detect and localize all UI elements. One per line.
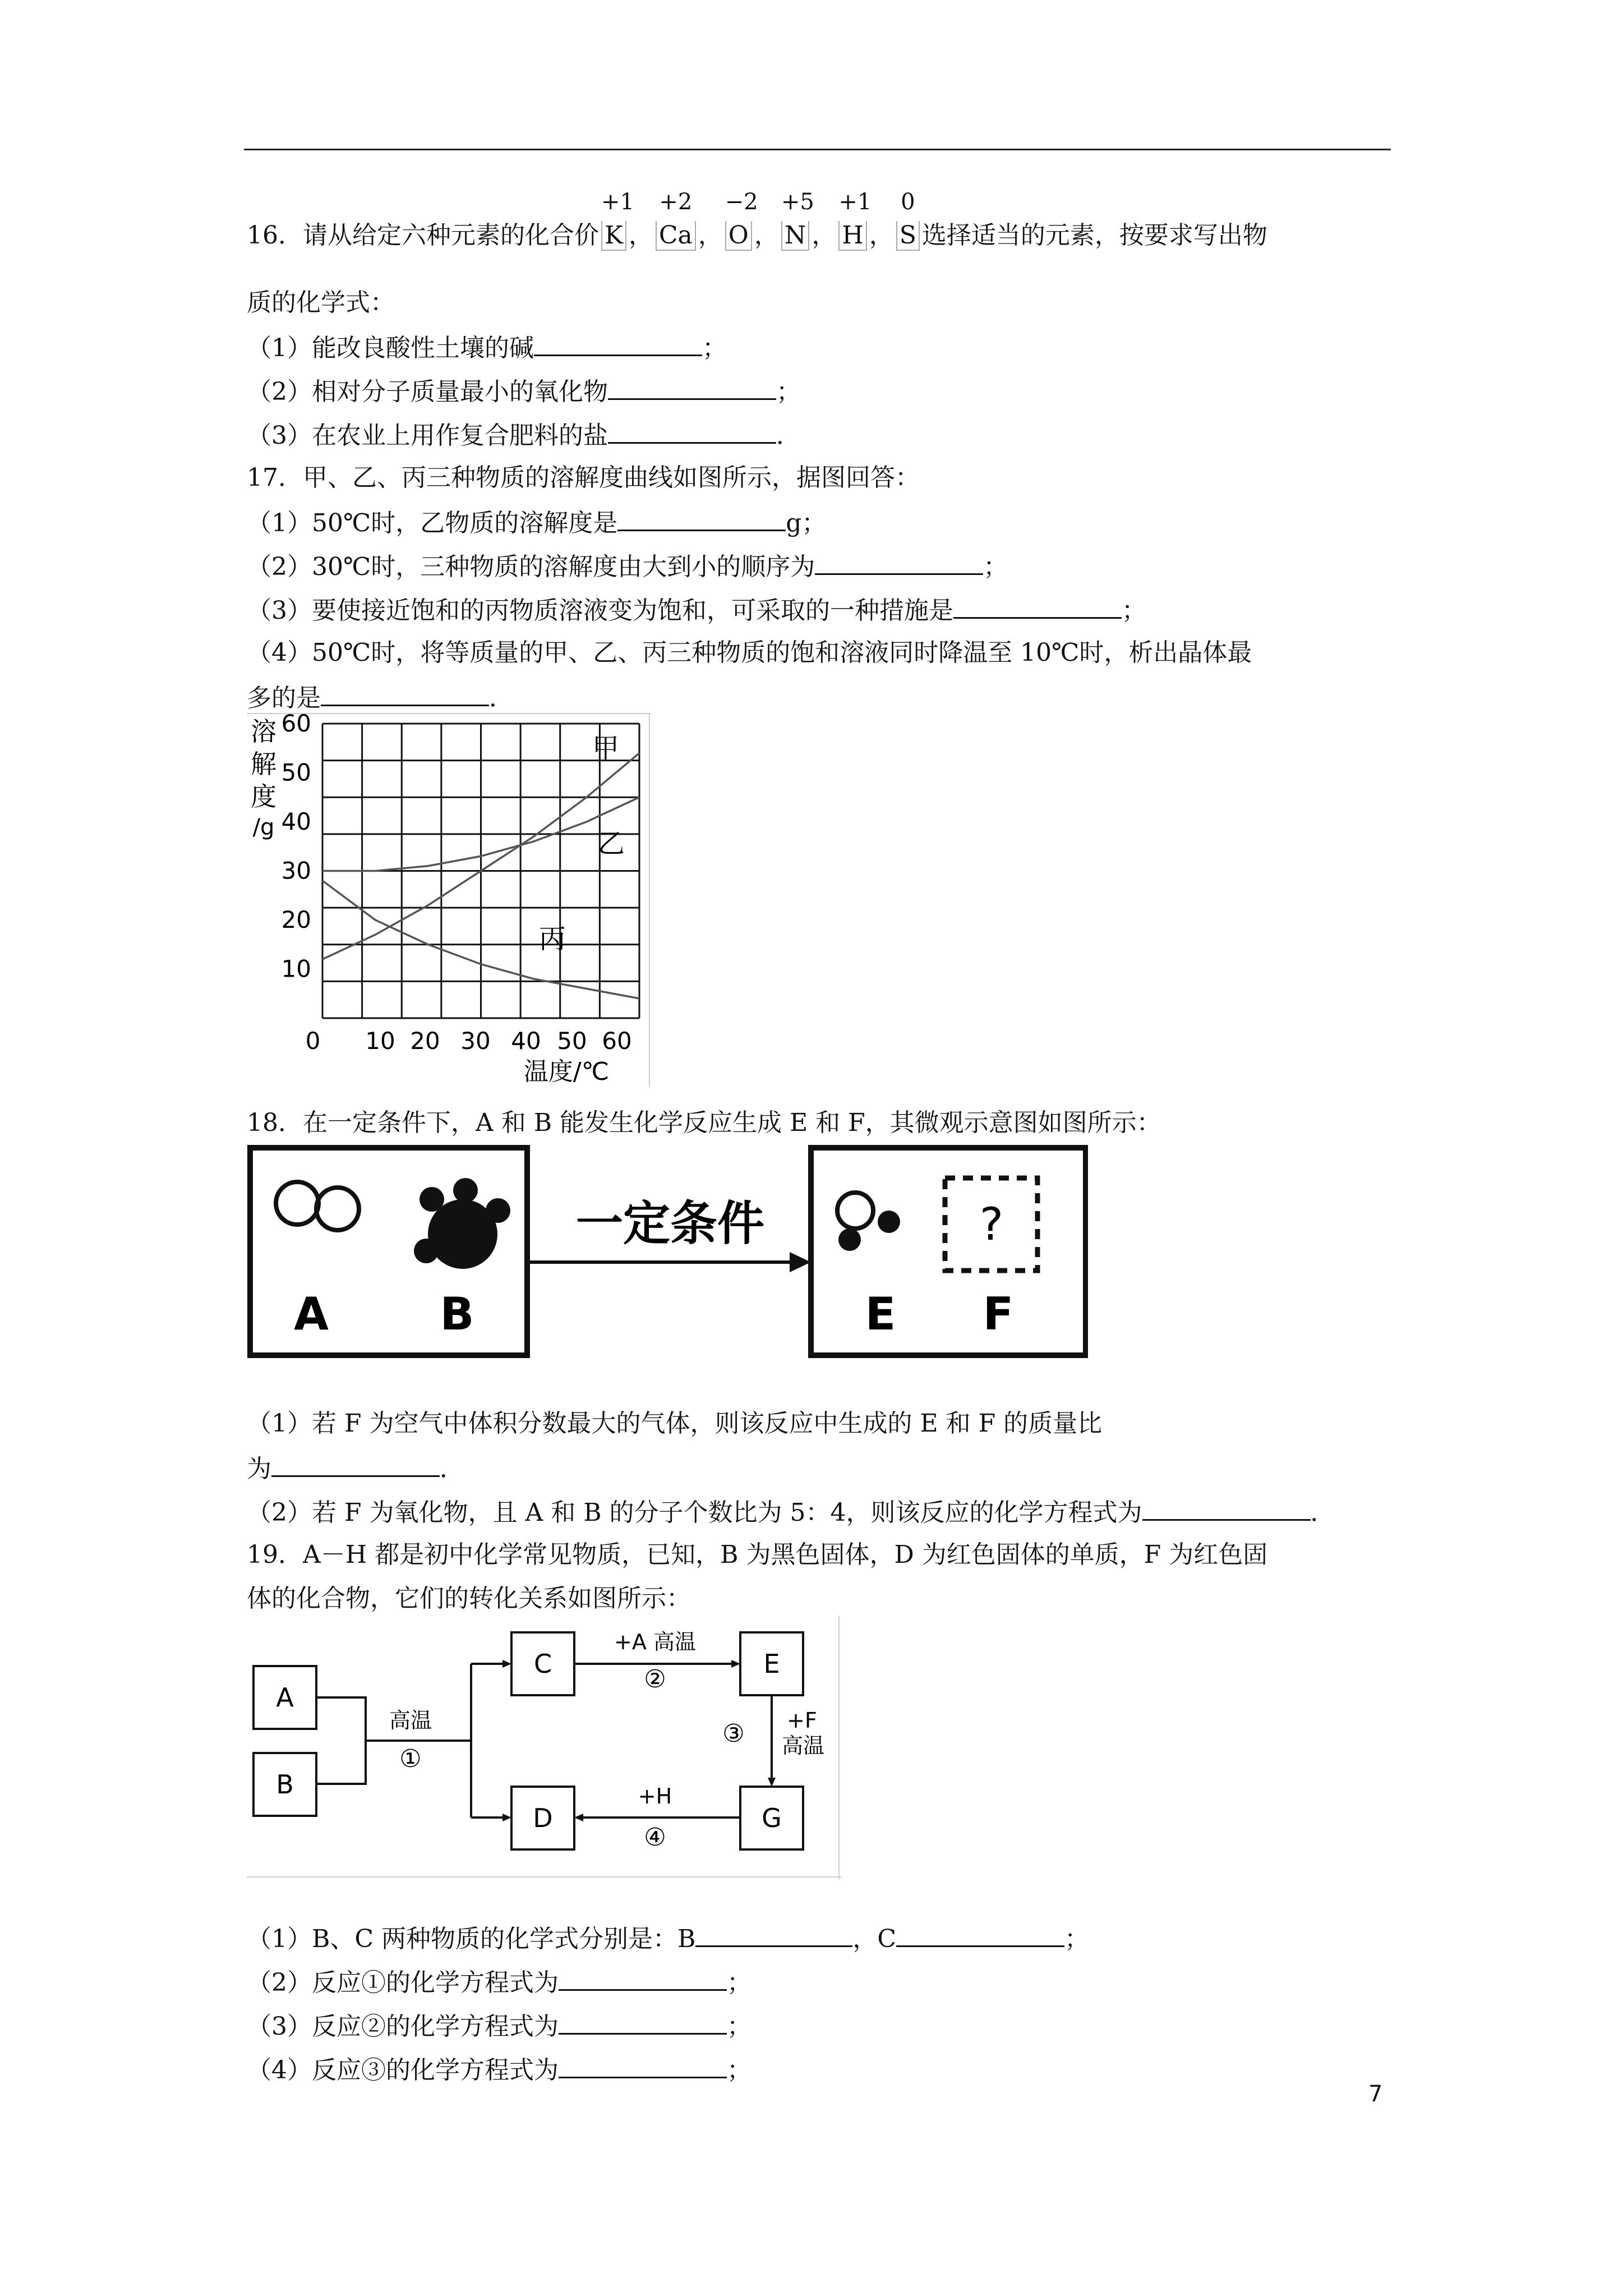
x-axis-label: 温度/℃ <box>523 1057 610 1086</box>
answer-blank[interactable] <box>559 1964 727 1991</box>
answer-blank[interactable] <box>617 505 786 531</box>
y-axis-label <box>251 716 276 840</box>
node-g: G <box>762 1803 782 1833</box>
unknown-mark: ? <box>979 1198 1004 1250</box>
node-d: D <box>533 1803 553 1833</box>
reaction4-condition: +H <box>638 1784 672 1809</box>
x-tick-label: 0 <box>305 1027 321 1055</box>
q19-item2: （2）反应①的化学方程式为 ； <box>247 1964 751 2000</box>
answer-blank[interactable] <box>815 549 983 575</box>
answer-blank[interactable] <box>559 2008 727 2035</box>
node-e: E <box>763 1649 780 1679</box>
reaction1-condition: 高温 <box>389 1708 432 1733</box>
q17-item1: （1）50℃时，乙物质的溶解度是 g； <box>247 505 826 540</box>
q17-item3: （3）要使接近饱和的丙物质溶液变为饱和，可采取的一种措施是 ； <box>247 592 1146 628</box>
series-name-label: 丙 <box>538 923 566 955</box>
q18-item1: （1）若 F 为空气中体积分数最大的气体，则该反应中生成的 E 和 F 的质量比 <box>247 1409 1103 1438</box>
x-tick-label: 10 <box>365 1027 395 1055</box>
node-a: A <box>276 1682 294 1713</box>
x-tick-label: 20 <box>410 1027 440 1055</box>
reaction3-condition-2: 高温 <box>781 1733 825 1758</box>
valence-n: +5 N <box>781 189 814 250</box>
q16-item1: （1）能改良酸性土壤的碱 ； <box>247 330 727 365</box>
y-tick-label: 60 <box>281 712 311 737</box>
q16-item2: （2）相对分子质量最小的氧化物 ； <box>247 374 801 409</box>
reaction2-number: ② <box>644 1665 666 1694</box>
q18-stem: 18．在一定条件下，A 和 B 能发生化学反应生成 E 和 F，其微观示意图如图所示： <box>247 1108 1161 1137</box>
q16-line2: 质的化学式： <box>247 288 395 317</box>
q18-item2: （2）若 F 为氧化物，且 A 和 B 的分子个数比为 5：4，则该反应的化学方程式为 ． <box>247 1494 1335 1530</box>
valence-ca: +2 Ca <box>656 219 696 252</box>
answer-blank[interactable] <box>953 592 1122 619</box>
valence-k: +1 K <box>601 189 634 250</box>
q18-item1-line2: 为 ． <box>247 1451 464 1486</box>
valence-h: +1 H <box>838 189 872 250</box>
series-name-label: 乙 <box>597 828 625 859</box>
y-tick-label: 20 <box>281 906 311 933</box>
q17-item4: （4）50℃时，将等质量的甲、乙、丙三种物质的饱和溶液同时降温至 10℃时，析出晶体最 <box>247 638 1252 667</box>
answer-blank-c[interactable] <box>896 1921 1064 1947</box>
valence-s: 0 S <box>896 219 920 252</box>
y-tick-label: 40 <box>281 808 311 835</box>
q19-item4: （4）反应③的化学方程式为 ； <box>247 2052 751 2087</box>
molecule-a-icon <box>276 1182 359 1230</box>
label-e: E <box>865 1288 896 1340</box>
q19-stem1: 19．A－H 都是初中化学常见物质，已知，B 为黑色固体，D 为红色固体的单质，F 为红色固 <box>247 1540 1268 1569</box>
q17-item4-line2: 多的是 ． <box>247 680 514 715</box>
molecule-e-icon <box>837 1193 900 1251</box>
x-tick-label: 40 <box>511 1027 541 1055</box>
svg-text:解: 解 <box>251 749 276 779</box>
page-number: 7 <box>1368 2081 1383 2107</box>
q19-stem2: 体的化合物，它们的转化关系如图所示： <box>247 1584 691 1613</box>
svg-text:度: 度 <box>251 781 276 812</box>
answer-blank[interactable] <box>321 680 489 706</box>
svg-text:/g: /g <box>252 815 275 840</box>
y-tick-label: 10 <box>281 955 311 983</box>
valence-o: −2 O <box>725 189 758 250</box>
answer-blank[interactable] <box>559 2052 727 2078</box>
node-c: C <box>533 1649 552 1679</box>
reaction3-condition-1: +F <box>787 1708 817 1733</box>
answer-blank[interactable] <box>608 374 776 400</box>
q16-stem: 16．请从给定六种元素的化合价 +1 K ， +2 Ca ， −2 O ， +5 N ， +1 H ， 0 S 选择适当的元素，按要求写出物 <box>247 219 1267 252</box>
answer-blank[interactable] <box>608 417 776 444</box>
q19-item1: （1）B、C 两种物质的化学式分别是：B ，C ； <box>247 1921 1089 1956</box>
reaction-condition: 一定条件 <box>575 1196 765 1251</box>
q19-item3: （3）反应②的化学方程式为 ； <box>247 2008 751 2044</box>
x-tick-label: 50 <box>557 1027 587 1055</box>
svg-text:溶: 溶 <box>251 716 276 747</box>
reaction1-number: ① <box>399 1745 422 1773</box>
answer-blank-b[interactable] <box>695 1921 852 1947</box>
label-f: F <box>983 1288 1014 1340</box>
q17-stem: 17．甲、乙、丙三种物质的溶解度曲线如图所示，据图回答： <box>247 463 920 492</box>
answer-blank[interactable] <box>534 330 702 356</box>
answer-blank[interactable] <box>271 1451 440 1477</box>
header-rule <box>244 149 1391 150</box>
reaction3-number: ③ <box>722 1719 745 1748</box>
series-name-label: 甲 <box>592 733 620 764</box>
micro-reaction-diagram <box>247 1144 1088 1363</box>
q16-item3: （3）在农业上用作复合肥料的盐 ． <box>247 417 801 453</box>
label-b: B <box>440 1288 474 1340</box>
node-b: B <box>276 1769 294 1800</box>
label-a: A <box>294 1288 329 1340</box>
x-tick-label: 30 <box>460 1027 491 1055</box>
answer-blank[interactable] <box>1142 1494 1311 1521</box>
y-tick-label: 30 <box>281 857 311 885</box>
reaction2-condition: +A 高温 <box>614 1630 696 1654</box>
q17-item2: （2）30℃时，三种物质的溶解度由大到小的顺序为 ； <box>247 549 1008 584</box>
reaction4-number: ④ <box>644 1823 666 1852</box>
molecule-b-icon <box>414 1178 510 1269</box>
conversion-diagram <box>247 1616 841 1879</box>
solubility-chart <box>247 712 651 1088</box>
y-tick-label: 50 <box>281 758 311 786</box>
x-tick-label: 60 <box>602 1027 632 1055</box>
